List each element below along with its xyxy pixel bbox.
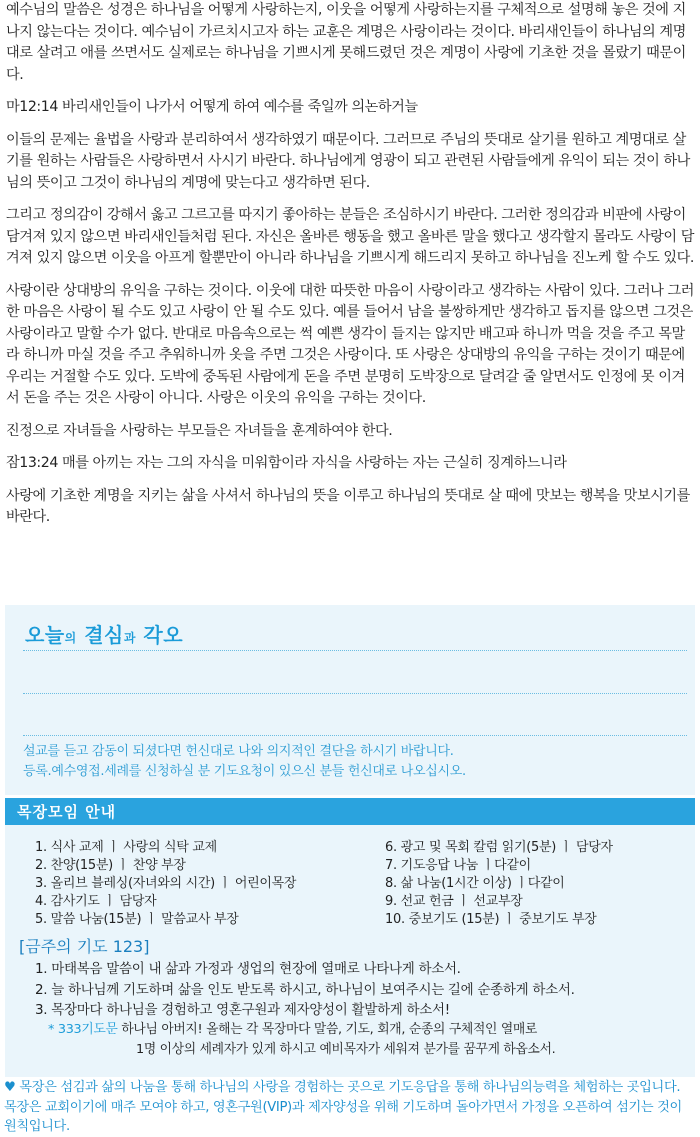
sermon-paragraph-6: 사랑에 기초한 계명을 지키는 삶을 사셔서 하나님의 뜻을 이루고 하나님의 뜻대로 살 때에 맛보는 행복을 맛보시기를 바란다. bbox=[6, 487, 690, 525]
sermon-paragraph-3: 그리고 정의감이 강해서 옳고 그르고를 따지기 좋아하는 분들은 조심하시기 바란다. 그러한 정의감과 비판에 사랑이 담겨져 있지 않으면 바리새인들처럼 된다. 자신은 올바른 행동을 했고 올바른 말을 했다고 생각할지 몰라도 사랑이 담겨져 있지 않으면 이웃을 아프게 할뿐만이 아니라 하나님을 기쁘시게 해드리지 못하고 하나님을 진노케 할 수도 있다. bbox=[6, 207, 694, 266]
meeting-order-item: 9. 선교 헌금 ㅣ 선교부장 bbox=[385, 894, 523, 909]
resolve-note bbox=[23, 742, 466, 782]
prayer-333-line: 하나님 아버지! 올해는 각 목장마다 말씀, 기도, 회개, 순종의 구체적인 열매로 bbox=[121, 1022, 538, 1037]
prayer-list bbox=[35, 959, 575, 1021]
resolve-title-word: 오늘 bbox=[25, 623, 65, 647]
meeting-order-left bbox=[35, 839, 296, 929]
footer-text: 목장은 섬김과 삶의 나눔을 통해 하나님의 사랑을 경험하는 곳으로 기도응답을 통해 하나님의능력을 체험하는 곳입니다. 목장은 교회이기에 매주 모여야 하고, 영혼구원(VIP)과 제자양성을 위해 기도하며 돌아가면서 가정을 오픈하여 섬기는 것이 원칙입니다. bbox=[4, 1080, 682, 1134]
prayer-title: [금주의 기도 123] bbox=[19, 937, 150, 956]
meeting-order-item: 2. 찬양(15분) ㅣ 찬양 부장 bbox=[35, 858, 186, 873]
resolve-title-particle: 과 bbox=[123, 631, 136, 645]
meeting-order-item: 10. 중보기도 (15분) ㅣ 중보기도 부장 bbox=[385, 912, 597, 927]
prayer-333 bbox=[48, 1020, 555, 1060]
section-header-bar bbox=[5, 798, 695, 825]
heart-icon: ♥ bbox=[4, 1080, 16, 1095]
resolve-note-line: 등록.예수영접.세례를 신청하실 분 기도요청이 있으신 분들 헌신대로 나오십시오. bbox=[23, 764, 466, 779]
resolve-note-line: 설교를 듣고 감동이 되셨다면 헌신대로 나와 의지적인 결단을 하시기 바랍니다. bbox=[23, 744, 454, 759]
meeting-order-item: 7. 기도응답 나눔 ㅣ다같이 bbox=[385, 858, 531, 873]
sermon-paragraph-5: 진정으로 자녀들을 사랑하는 부모들은 자녀들을 훈계하여야 한다. bbox=[6, 422, 393, 439]
meeting-order-item: 6. 광고 및 목회 칼럼 읽기(5분) ㅣ 담당자 bbox=[385, 840, 613, 855]
cell-meeting-panel bbox=[5, 825, 695, 1077]
footer-note bbox=[4, 1078, 696, 1137]
meeting-order-item: 3. 올리브 블레싱(자녀와의 시간) ㅣ 어린이목장 bbox=[35, 876, 297, 891]
meeting-order-item: 4. 감사기도 ㅣ 담당자 bbox=[35, 894, 157, 909]
prayer-item: 2. 늘 하나님께 기도하며 삶을 인도 받도록 하시고, 하나님이 보여주시는 길에 순종하게 하소서. bbox=[35, 981, 575, 998]
section-header: 목장모임 안내 bbox=[17, 803, 117, 821]
scripture-ref-matthew: 마12:14 바리새인들이 나가서 어떻게 하여 예수를 죽일까 의논하거늘 bbox=[6, 99, 418, 115]
writing-line[interactable] bbox=[23, 735, 687, 736]
prayer-item: 1. 마태복음 말씀이 내 삶과 가정과 생업의 현장에 열매로 나타나게 하소서. bbox=[35, 961, 461, 977]
sermon-paragraph-2: 이들의 문제는 율법을 사랑과 분리하여서 생각하였기 때문이다. 그러므로 주님의 뜻대로 살기를 원하고 계명대로 살기를 원하는 사람들은 사랑하면서 사시기 바란다. 하나님에게 영광이 되고 관련된 사람들에게 유익이 되는 것이 하나님의 뜻이고 그것이 하나님의 계명에 맞는다고 생각하면 된다. bbox=[6, 131, 690, 191]
writing-line[interactable] bbox=[23, 693, 687, 694]
prayer-333-line: 1명 이상의 세례자가 있게 하시고 예비목자가 세워져 분가를 꿈꾸게 하옵소서. bbox=[136, 1042, 556, 1057]
resolve-panel bbox=[5, 605, 695, 795]
prayer-333-tag: * 333기도문 bbox=[48, 1022, 118, 1037]
sermon-text bbox=[6, 0, 696, 540]
writing-line[interactable] bbox=[23, 650, 687, 651]
resolve-title-word: 결심 bbox=[84, 623, 124, 647]
scripture-ref-proverbs: 잠13:24 매를 아끼는 자는 그의 자식을 미워함이라 자식을 사랑하는 자는 근실히 징계하느니라 bbox=[6, 455, 567, 471]
meeting-order-right bbox=[385, 839, 613, 929]
meeting-order-item: 1. 식사 교제 ㅣ 사랑의 식탁 교제 bbox=[35, 840, 217, 855]
resolve-title bbox=[25, 619, 183, 648]
prayer-item: 3. 목장마다 하나님을 경험하고 영혼구원과 제자양성이 활발하게 하소서! bbox=[35, 1002, 450, 1018]
meeting-order-item: 5. 말씀 나눔(15분) ㅣ 말씀교사 부장 bbox=[35, 912, 239, 927]
sermon-paragraph-4: 사랑이란 상대방의 유익을 구하는 것이다. 이웃에 대한 따뜻한 마음이 사랑이라고 생각하는 사람이 있다. 그러나 그러한 마음은 사랑이 될 수도 있고 사랑이 안 될 수도 있다. 예를 들어서 남을 불쌍하게만 생각하고 돕지를 않으면 그것은 사랑이라고 말할 수가 없다. 반대로 마음속으로는 썩 예쁜 생각이 들지는 않지만 배고파 하니까 먹을 것을 주고 목말라 하니까 마실 것을 주고 추워하니까 옷을 주면 그것은 사랑이다. 또 사랑은 상대방의 유익을 구하는 것이기 때문에 우리는 거절할 수도 있다. 도박에 중독된 사람에게 돈을 주면 분명히 도박장으로 달려갈 줄 알면서도 인정에 못 이겨서 돈을 주는 것은 사랑이 아니다. 사랑은 이웃의 유익을 구하는 것이다. bbox=[6, 282, 694, 406]
meeting-order-item: 8. 삶 나눔(1시간 이상) ㅣ다같이 bbox=[385, 876, 565, 891]
resolve-title-particle: 의 bbox=[64, 631, 77, 645]
resolve-title-word: 각오 bbox=[143, 623, 184, 647]
sermon-paragraph-1: 예수님의 말씀은 성경은 하나님을 어떻게 사랑하는지, 이웃을 어떻게 사랑하는지를 구체적으로 설명해 놓은 것에 지나지 않는다는 것이다. 예수님이 가르치시고자 하는 교훈은 계명은 사랑이라는 것이다. 바리새인들이 하나님의 계명대로 살려고 애를 쓰면서도 실제로는 하나님을 기쁘시게 못해드렸던 것은 계명이 사랑에 기초한 것을 몰랐기 때문이다. bbox=[6, 2, 686, 83]
